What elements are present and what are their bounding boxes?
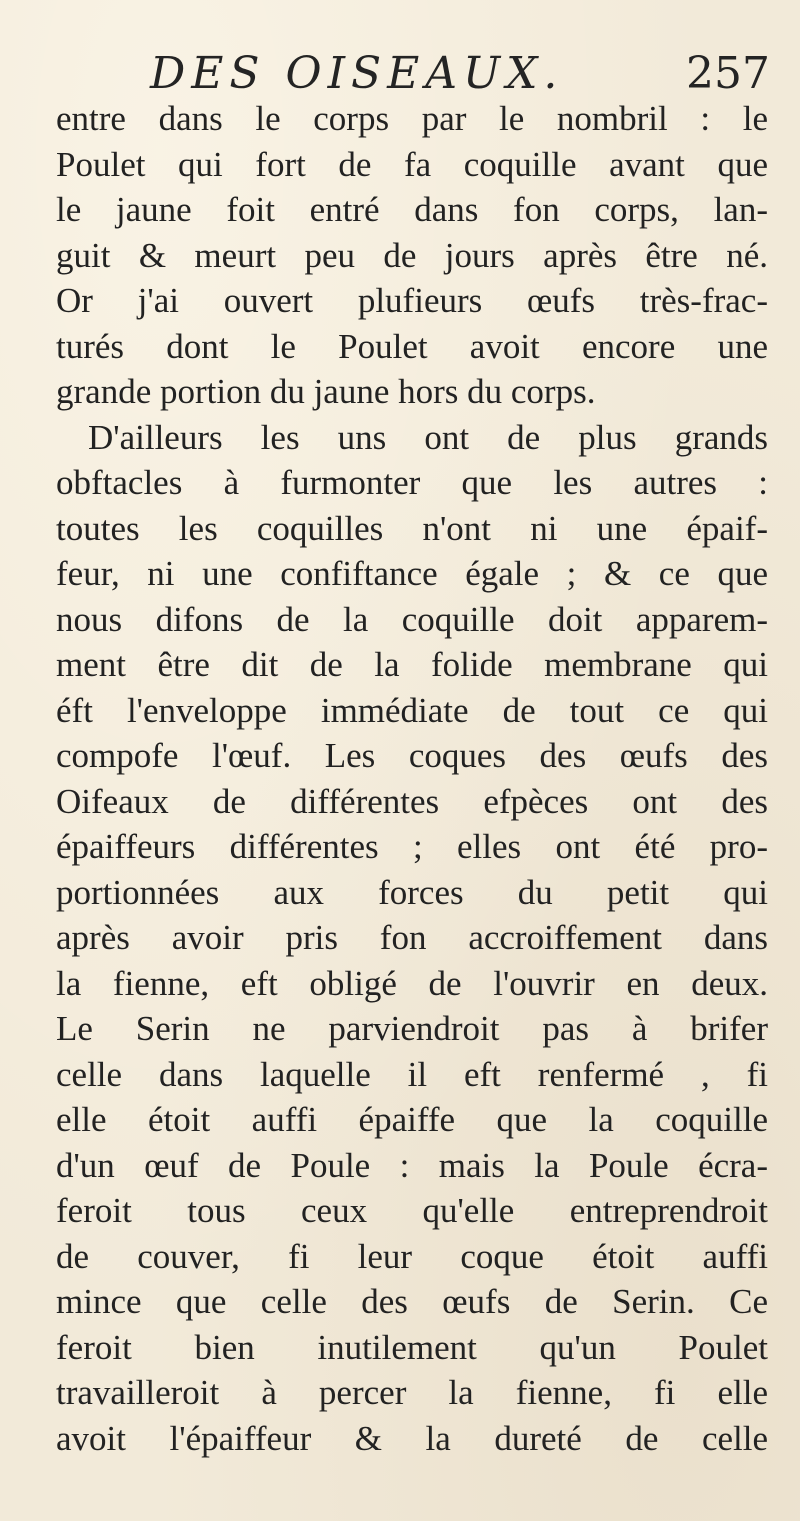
page-number: 257 [686, 48, 770, 99]
text-line: Le Serin ne parviendroit pas à brifer [56, 1009, 768, 1048]
text-line: travailleroit à percer la fienne, fi elle [56, 1373, 768, 1412]
text-line: guit & meurt peu de jours après être né. [56, 235, 768, 275]
text-line: D'ailleurs les uns ont de plus grands [88, 417, 768, 457]
body-text [56, 96, 768, 1461]
text-line: avoit l'épaiffeur & la dureté de celle [56, 1418, 768, 1458]
text-line: après avoir pris fon accroiffement dans [56, 918, 768, 957]
text-line: de couver, fi leur coque étoit auffi [56, 1236, 768, 1276]
text-line: éft l'enveloppe immédiate de tout ce qui [56, 690, 768, 730]
text-line: compofe l'œuf. Les coques des œufs des [56, 736, 768, 775]
text-line: toutes les coquilles n'ont ni une épaif- [56, 508, 768, 548]
text-line: épaiffeurs différentes ; elles ont été pro- [56, 827, 768, 866]
running-title: DES OISEAUX. [150, 48, 564, 99]
text-line: feur, ni une confiftance égale ; & ce que [56, 554, 768, 593]
text-line: obftacles à furmonter que les autres : [56, 463, 768, 502]
text-line: entre dans le corps par le nombril : le [56, 99, 768, 138]
text-line: grande portion du jaune hors du corps. [56, 372, 596, 411]
text-line: ment être dit de la folide membrane qui [56, 645, 768, 684]
text-line: nous difons de la coquille doit apparem- [56, 599, 768, 639]
text-line: turés dont le Poulet avoit encore une [56, 326, 768, 366]
text-line: elle étoit auffi épaiffe que la coquille [56, 1100, 768, 1139]
text-line: feroit tous ceux qu'elle entreprendroit [56, 1191, 768, 1230]
text-line: mince que celle des œufs de Serin. Ce [56, 1282, 768, 1321]
text-line: portionnées aux forces du petit qui [56, 872, 768, 912]
text-line: la fienne, eft obligé de l'ouvrir en deux. [56, 963, 768, 1003]
text-line: le jaune foit entré dans fon corps, lan- [56, 190, 768, 229]
text-line: Poulet qui fort de fa coquille avant que [56, 144, 768, 184]
text-line: Oifeaux de différentes efpèces ont des [56, 781, 768, 821]
text-line: Or j'ai ouvert plufieurs œufs très-frac- [56, 281, 768, 320]
text-line: feroit bien inutilement qu'un Poulet [56, 1327, 768, 1367]
text-line: d'un œuf de Poule : mais la Poule écra- [56, 1145, 768, 1185]
text-line: celle dans laquelle il eft renfermé , fi [56, 1054, 768, 1094]
